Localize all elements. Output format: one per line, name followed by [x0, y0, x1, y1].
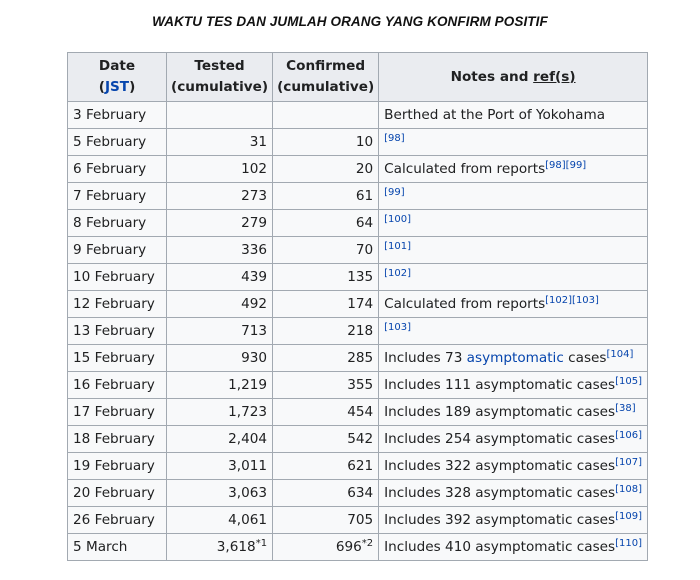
table-row: [68, 183, 648, 210]
confirmed-value: 61: [355, 188, 374, 204]
note-text: Includes 322 asymptomatic cases: [384, 458, 616, 474]
cell-date: 3 February: [68, 102, 167, 129]
cell-date: 5 February: [68, 129, 167, 156]
cell-date: 20 February: [68, 480, 167, 507]
cell-tested: [167, 453, 273, 480]
cell-tested: [167, 534, 273, 561]
cell-tested: [167, 426, 273, 453]
note-text: Berthed at the Port of Yokohama: [384, 107, 606, 123]
table-row: [68, 264, 648, 291]
cell-notes: [379, 264, 648, 291]
tested-value: 336: [241, 242, 268, 258]
confirmed-value: 20: [355, 161, 374, 177]
cell-date: 6 February: [68, 156, 167, 183]
note-text: Includes 73: [384, 350, 467, 366]
refs-link[interactable]: ref(s): [533, 68, 576, 85]
table-row: [68, 534, 648, 561]
cell-tested: [167, 156, 273, 183]
note-text: Includes 410 asymptomatic cases: [384, 539, 616, 555]
reference-link[interactable]: [103]: [384, 322, 412, 333]
tested-value: 930: [241, 350, 268, 366]
confirmed-value: 634: [347, 485, 374, 501]
cell-notes: [379, 318, 648, 345]
cell-date: 18 February: [68, 426, 167, 453]
cell-notes: [379, 453, 648, 480]
cell-notes: [379, 480, 648, 507]
cell-date: 16 February: [68, 372, 167, 399]
cell-tested: [167, 372, 273, 399]
reference-link[interactable]: [101]: [384, 241, 412, 252]
cell-notes: [379, 183, 648, 210]
reference-link[interactable]: [106]: [615, 430, 642, 441]
confirmed-value: 621: [347, 458, 374, 474]
reference-link[interactable]: [102][103]: [545, 295, 599, 306]
cell-notes: [379, 372, 648, 399]
cell-tested: [167, 264, 273, 291]
cell-tested: [167, 318, 273, 345]
cell-confirmed: [273, 156, 379, 183]
tested-value: 273: [241, 188, 268, 204]
confirmed-value: 542: [347, 431, 374, 447]
header-notes-label: Notes and: [450, 68, 534, 85]
confirmed-value: 454: [347, 404, 374, 420]
reference-link[interactable]: [99]: [384, 187, 405, 198]
header-date-sub: (JST): [98, 79, 136, 95]
table-row: [68, 318, 648, 345]
note-text: Calculated from reports: [384, 161, 546, 177]
header-confirmed-label: Confirmed: [286, 58, 366, 74]
tested-value: 439: [241, 269, 268, 285]
test-results-table: [67, 52, 648, 561]
note-text: Includes 328 asymptomatic cases: [384, 485, 616, 501]
page-title: WAKTU TES DAN JUMLAH ORANG YANG KONFIRM POSITIF: [152, 14, 548, 29]
asymptomatic-link[interactable]: asymptomatic: [466, 350, 564, 366]
cell-confirmed: [273, 264, 379, 291]
reference-link[interactable]: [108]: [615, 484, 642, 495]
note-text: Includes 254 asymptomatic cases: [384, 431, 616, 447]
cell-confirmed: [273, 318, 379, 345]
cell-notes: [379, 129, 648, 156]
cell-tested: [167, 291, 273, 318]
tested-value: 492: [241, 296, 268, 312]
note-text: Includes 111 asymptomatic cases: [384, 377, 616, 393]
reference-link[interactable]: [110]: [615, 538, 642, 549]
tested-value: 4,061: [228, 512, 268, 528]
tested-value: 279: [241, 215, 268, 231]
table-row: [68, 129, 648, 156]
reference-link[interactable]: [38]: [615, 403, 636, 414]
cell-confirmed: [273, 129, 379, 156]
table-row: [68, 102, 648, 129]
confirmed-value: 355: [347, 377, 374, 393]
cell-confirmed: [273, 237, 379, 264]
tested-footnote: *1: [255, 538, 268, 549]
header-tested-label: Tested: [194, 58, 245, 74]
note-text: Calculated from reports: [384, 296, 546, 312]
confirmed-value: 70: [355, 242, 374, 258]
reference-link[interactable]: [100]: [384, 214, 412, 225]
cell-notes: [379, 507, 648, 534]
cell-tested: [167, 480, 273, 507]
header-tested: [167, 53, 273, 102]
cell-notes: [379, 534, 648, 561]
confirmed-value: 218: [347, 323, 374, 339]
tested-value: 1,219: [228, 377, 268, 393]
tested-value: 3,063: [228, 485, 268, 501]
note-text: Includes 189 asymptomatic cases: [384, 404, 616, 420]
tested-value: 713: [241, 323, 268, 339]
cell-confirmed: [273, 372, 379, 399]
cell-date: 5 March: [68, 534, 167, 561]
reference-link[interactable]: [98][99]: [545, 160, 587, 171]
cell-confirmed: [273, 210, 379, 237]
reference-link[interactable]: [102]: [384, 268, 412, 279]
table-row: [68, 237, 648, 264]
cell-confirmed: [273, 480, 379, 507]
table-row: [68, 345, 648, 372]
header-confirmed-sub: (cumulative): [277, 79, 375, 95]
cell-date: 12 February: [68, 291, 167, 318]
table-row: [68, 480, 648, 507]
confirmed-value: 10: [355, 134, 374, 150]
cell-confirmed: [273, 426, 379, 453]
cell-date: 26 February: [68, 507, 167, 534]
table-row: [68, 156, 648, 183]
cell-date: 9 February: [68, 237, 167, 264]
cell-notes: [379, 426, 648, 453]
cell-date: 13 February: [68, 318, 167, 345]
header-date: [68, 53, 167, 102]
confirmed-value: 705: [347, 512, 374, 528]
confirmed-value: 696: [335, 539, 362, 555]
table-row: [68, 210, 648, 237]
tested-value: 3,618: [216, 539, 256, 555]
note-text: Includes 392 asymptomatic cases: [384, 512, 616, 528]
confirmed-footnote: *2: [361, 538, 374, 549]
cell-date: 8 February: [68, 210, 167, 237]
cell-date: 17 February: [68, 399, 167, 426]
reference-link[interactable]: [105]: [615, 376, 642, 387]
cell-date: 19 February: [68, 453, 167, 480]
header-date-label: Date: [98, 58, 136, 74]
cell-tested: [167, 129, 273, 156]
tested-value: 3,011: [228, 458, 268, 474]
cell-notes: [379, 156, 648, 183]
table-row: [68, 372, 648, 399]
tested-value: 1,723: [228, 404, 268, 420]
cell-tested: [167, 507, 273, 534]
cell-notes: [379, 399, 648, 426]
cell-notes: [379, 237, 648, 264]
tested-value: 2,404: [228, 431, 268, 447]
table-row: [68, 399, 648, 426]
cell-confirmed: [273, 183, 379, 210]
reference-link[interactable]: [98]: [384, 133, 405, 144]
cell-date: 10 February: [68, 264, 167, 291]
confirmed-value: 285: [347, 350, 374, 366]
cell-notes: [379, 210, 648, 237]
note-text-post: cases: [563, 350, 607, 366]
header-notes: [379, 53, 648, 102]
cell-confirmed: [273, 507, 379, 534]
confirmed-value: 64: [355, 215, 374, 231]
table-row: [68, 507, 648, 534]
cell-confirmed: [273, 102, 379, 129]
cell-tested: [167, 210, 273, 237]
cell-confirmed: [273, 453, 379, 480]
cell-notes: [379, 102, 648, 129]
confirmed-value: 135: [347, 269, 374, 285]
header-row: [68, 53, 648, 102]
jst-link[interactable]: JST: [104, 79, 130, 95]
table-row: [68, 453, 648, 480]
cell-confirmed: [273, 534, 379, 561]
cell-tested: [167, 399, 273, 426]
cell-tested: [167, 345, 273, 372]
cell-notes: [379, 291, 648, 318]
cell-tested: [167, 102, 273, 129]
confirmed-value: 174: [347, 296, 374, 312]
reference-link[interactable]: [104]: [606, 349, 634, 360]
cell-date: 15 February: [68, 345, 167, 372]
cell-date: 7 February: [68, 183, 167, 210]
table-row: [68, 291, 648, 318]
cell-confirmed: [273, 345, 379, 372]
tested-value: 31: [249, 134, 268, 150]
cell-tested: [167, 183, 273, 210]
cell-notes: [379, 345, 648, 372]
cell-tested: [167, 237, 273, 264]
reference-link[interactable]: [109]: [615, 511, 642, 522]
cell-confirmed: [273, 399, 379, 426]
table-row: [68, 426, 648, 453]
reference-link[interactable]: [107]: [615, 457, 642, 468]
cell-confirmed: [273, 291, 379, 318]
tested-value: 102: [241, 161, 268, 177]
header-tested-sub: (cumulative): [171, 79, 269, 95]
header-confirmed: [273, 53, 379, 102]
